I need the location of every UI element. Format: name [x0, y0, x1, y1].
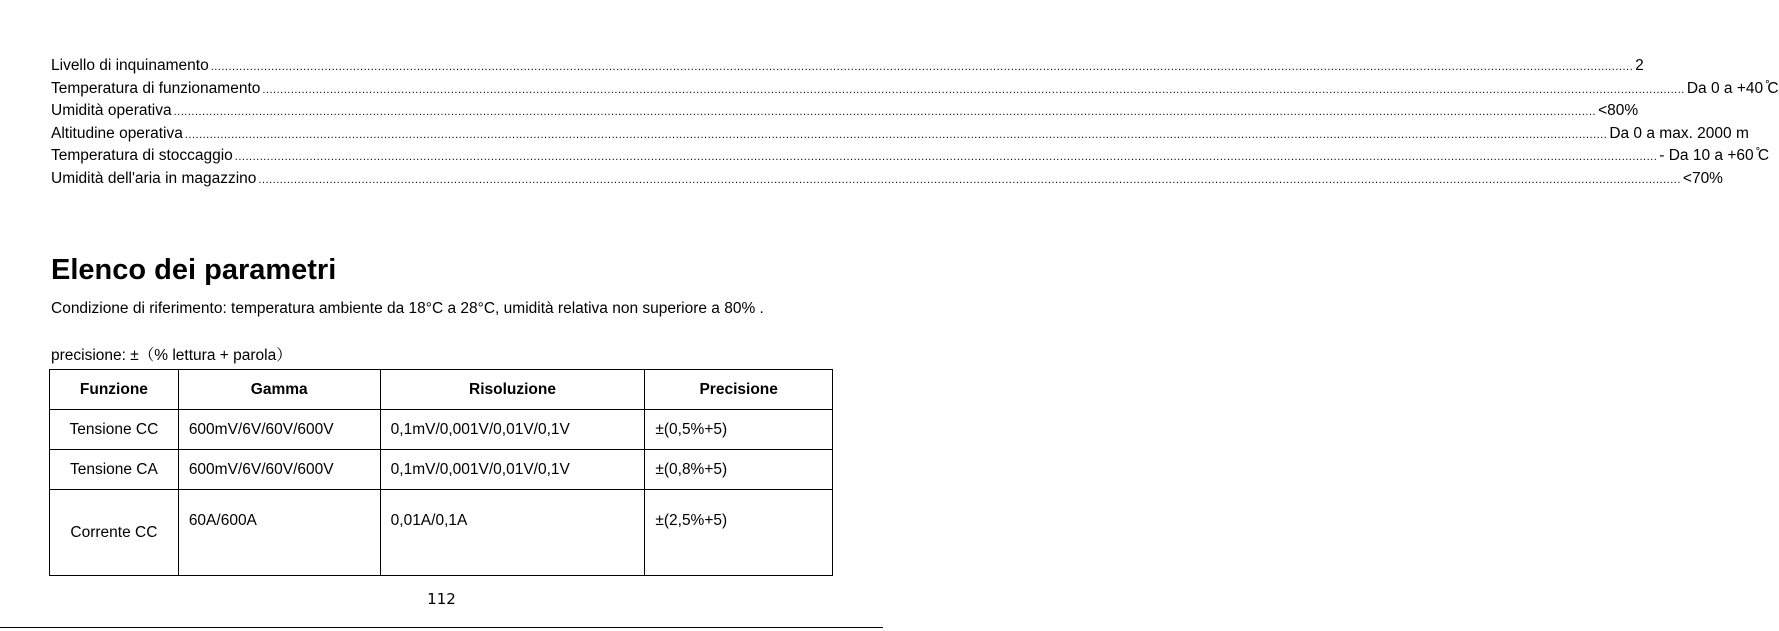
cell-range: 60A/600A [178, 490, 380, 576]
spec-label: Temperatura di funzionamento [51, 79, 261, 97]
footer-divider [0, 627, 883, 628]
precision-note: precisione: ±（% lettura + parola） [51, 347, 292, 364]
spec-value: <80% [1598, 102, 1639, 119]
cell-range: 600mV/6V/60V/600V [178, 450, 380, 490]
cell-precision: ±(0,8%+5) [645, 450, 833, 490]
table-row [50, 450, 833, 490]
spec-label: Umidità operativa [51, 102, 172, 119]
spec-row-storage-temperature [51, 145, 1770, 168]
spec-row-pollution-level [51, 55, 1644, 78]
spec-value: Da 0 a +40 ̊C [1686, 79, 1779, 97]
dot-leader: ................................................................................................................................................................................................................................................................................................................................................................................................................ [184, 128, 1608, 141]
dot-leader: ................................................................................................................................................................................................................................................................................................................................................................................................................ [234, 151, 1658, 163]
cell-function: Tensione CA [50, 450, 179, 490]
spec-value: 2 [1635, 57, 1644, 74]
spec-label: Altitudine operativa [51, 124, 183, 142]
specifications-list [51, 55, 1779, 190]
spec-row-operating-temperature [51, 78, 1779, 101]
header-precision: Precisione [645, 370, 833, 410]
spec-row-operating-humidity [51, 100, 1639, 123]
cell-function: Tensione CC [50, 410, 179, 450]
spec-value: Da 0 a max. 2000 m [1609, 124, 1749, 142]
cell-precision: ±(2,5%+5) [645, 490, 833, 576]
cell-function: Corrente CC [50, 490, 179, 576]
table-row [50, 490, 833, 576]
page-number: 112 [427, 590, 456, 608]
spec-label: Umidità dell'aria in magazzino [51, 169, 257, 187]
dot-leader: ................................................................................................................................................................................................................................................................................................................................................................................................................ [173, 106, 1597, 118]
cell-resolution: 0,01A/0,1A [380, 490, 645, 576]
cell-resolution: 0,1mV/0,001V/0,01V/0,1V [380, 450, 645, 490]
dot-leader: ................................................................................................................................................................................................................................................................................................................................................................................................................ [258, 173, 1681, 186]
spec-value: - Da 10 a +60 ̊C [1659, 147, 1770, 164]
cell-precision: ±(0,5%+5) [645, 410, 833, 450]
spec-value: <70% [1682, 169, 1723, 187]
dot-leader: ................................................................................................................................................................................................................................................................................................................................................................................................................ [210, 61, 1634, 73]
section-title: Elenco dei parametri [51, 254, 337, 286]
spec-row-storage-humidity [51, 168, 1723, 191]
table-header-row [50, 370, 833, 410]
spec-row-operating-altitude [51, 123, 1749, 146]
header-resolution: Risoluzione [380, 370, 645, 410]
cell-range: 600mV/6V/60V/600V [178, 410, 380, 450]
cell-resolution: 0,1mV/0,001V/0,01V/0,1V [380, 410, 645, 450]
dot-leader: ................................................................................................................................................................................................................................................................................................................................................................................................................ [262, 83, 1685, 96]
spec-label: Temperatura di stoccaggio [51, 147, 233, 164]
table-row [50, 410, 833, 450]
header-function: Funzione [50, 370, 179, 410]
spec-label: Livello di inquinamento [51, 57, 209, 74]
parameters-table [49, 369, 833, 576]
header-range: Gamma [178, 370, 380, 410]
reference-conditions-text: Condizione di riferimento: temperatura ambiente da 18°C a 28°C, umidità relativa non superiore a 80% . [51, 300, 764, 317]
